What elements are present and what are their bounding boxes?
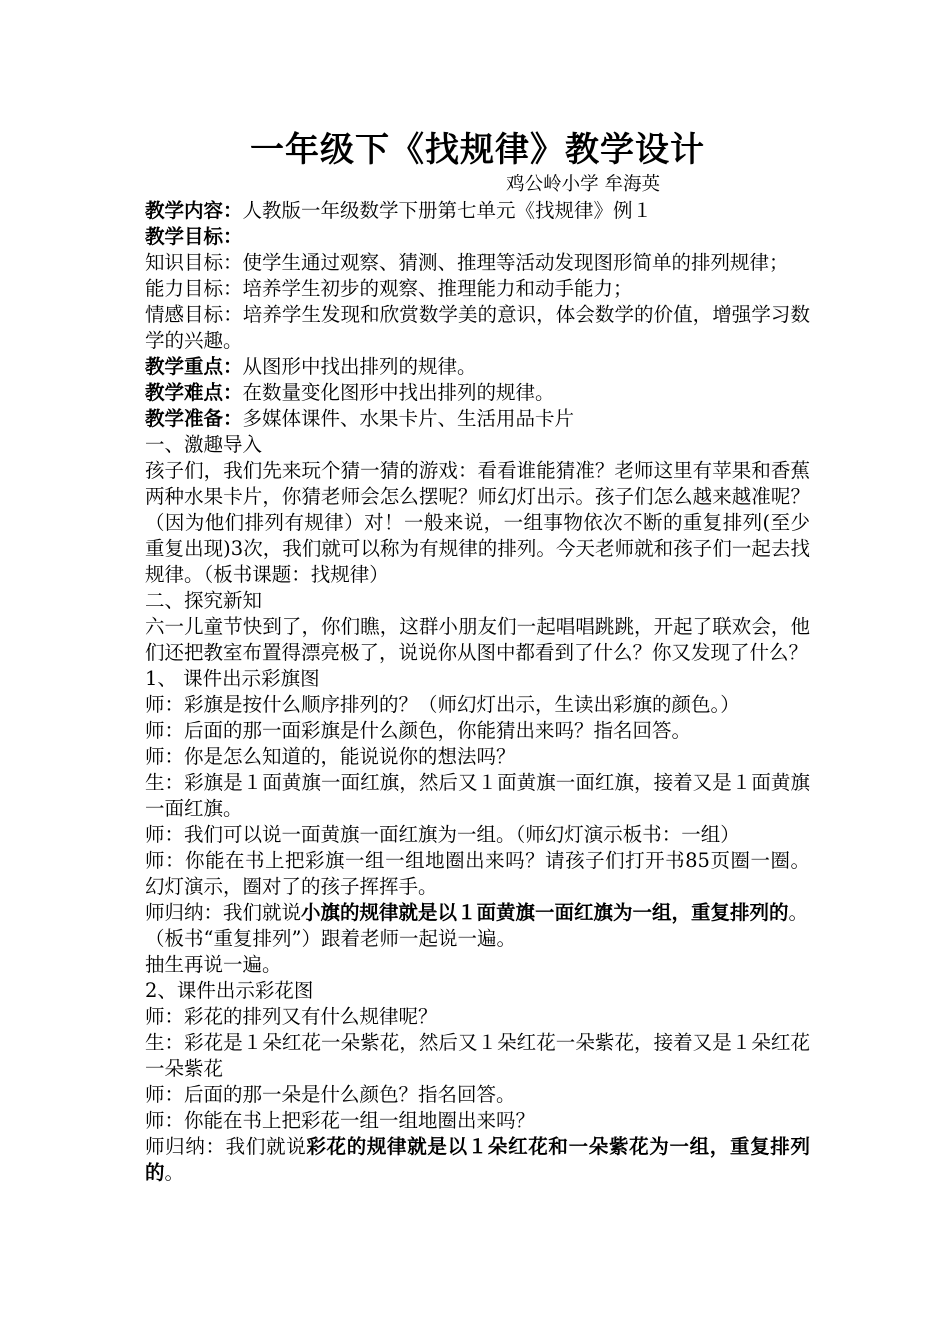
item2-summary-bold: 彩花的规律就是以１朵红花和一朵紫花为一组，重复排列的 bbox=[145, 1135, 810, 1184]
teaching-key-point bbox=[145, 354, 810, 380]
item2-line-2: 生：彩花是１朵红花一朵紫花，然后又１朵红花一朵紫花，接着又是１朵红花一朵紫花 bbox=[145, 1031, 810, 1080]
teaching-difficulty bbox=[145, 380, 810, 406]
section2-heading: 二、探究新知 bbox=[145, 589, 263, 612]
key-point-label: 教学重点： bbox=[145, 355, 243, 378]
item1-summary bbox=[145, 900, 810, 926]
item2-summary-prefix: 师归纳：我们就说 bbox=[145, 1135, 307, 1158]
item1-line-4: 生：彩旗是１面黄旗一面红旗，然后又１面黄旗一面红旗，接着又是１面黄旗一面红旗。 bbox=[145, 771, 810, 820]
item2-heading: 2、课件出示彩花图 bbox=[145, 979, 314, 1002]
teaching-preparation bbox=[145, 406, 810, 432]
goal-emotion: 情感目标：培养学生发现和欣赏数学美的意识，体会数学的价值，增强学习数学的兴趣。 bbox=[145, 303, 810, 352]
item2-summary bbox=[145, 1134, 810, 1186]
goal-ability: 能力目标：培养学生初步的观察、推理能力和动手能力； bbox=[145, 277, 633, 300]
preparation-label: 教学准备： bbox=[145, 407, 243, 430]
author-line: 鸡公岭小学 牟海英 bbox=[506, 174, 660, 195]
difficulty-label: 教学难点： bbox=[145, 381, 243, 404]
key-point-text: 从图形中找出排列的规律。 bbox=[242, 355, 477, 378]
item1-line-7: （板书“重复排列”）跟着老师一起说一遍。 bbox=[145, 927, 516, 950]
item1-line-6: 师：你能在书上把彩旗一组一组地圈出来吗？请孩子们打开书85页圈一圈。幻灯演示，圈对了的孩子挥挥手。 bbox=[145, 849, 810, 898]
section1-heading: 一、激趣导入 bbox=[145, 433, 263, 456]
item2-line-4: 师：你能在书上把彩花一组一组地圈出来吗？ bbox=[145, 1109, 536, 1132]
section2-paragraph: 六一儿童节快到了，你们瞧，这群小朋友们一起唱唱跳跳，开起了联欢会，他们还把教室布置得漂亮极了，说说你从图中都看到了什么？你又发现了什么？ bbox=[145, 615, 810, 664]
item1-line-2: 师：后面的那一面彩旗是什么颜色，你能猜出来吗？指名回答。 bbox=[145, 719, 692, 742]
difficulty-text: 在数量变化图形中找出排列的规律。 bbox=[242, 381, 555, 404]
teaching-content-text: 人教版一年级数学下册第七单元《找规律》例１ bbox=[242, 199, 653, 222]
item1-line-8: 抽生再说一遍。 bbox=[145, 953, 282, 976]
item2-line-1: 师：彩花的排列又有什么规律呢？ bbox=[145, 1005, 438, 1028]
item1-line-3: 师：你是怎么知道的，能说说你的想法吗？ bbox=[145, 745, 516, 768]
goal-knowledge: 知识目标：使学生通过观察、猜测、推理等活动发现图形简单的排列规律； bbox=[145, 251, 789, 274]
teaching-content bbox=[145, 198, 810, 224]
item2-line-3: 师：后面的那一朵是什么颜色？指名回答。 bbox=[145, 1083, 516, 1106]
document-page bbox=[145, 128, 810, 1186]
teaching-content-label: 教学内容： bbox=[145, 199, 243, 222]
preparation-text: 多媒体课件、水果卡片、生活用品卡片 bbox=[242, 407, 575, 430]
item2-summary-suffix: 。 bbox=[164, 1161, 185, 1184]
item1-summary-suffix: 。 bbox=[788, 901, 809, 924]
section1-paragraph: 孩子们，我们先来玩个猜一猜的游戏：看看谁能猜准？老师这里有苹果和香蕉两种水果卡片，你猜老师会怎么摆呢？师幻灯出示。孩子们怎么越来越准呢？（因为他们排列有规律）对！一般来说，一组事物依次不断的重复排列(至少重复出现)3次，我们就可以称为有规律的排列。今天老师就和孩子们一起去找规律。（板书课题：找规律） bbox=[145, 459, 810, 586]
item1-summary-bold: 小旗的规律就是以１面黄旗一面红旗为一组，重复排列的 bbox=[301, 901, 789, 924]
item1-summary-prefix: 师归纳：我们就说 bbox=[145, 901, 302, 924]
item1-line-1: 师：彩旗是按什么顺序排列的？（师幻灯出示，生读出彩旗的颜色。） bbox=[145, 693, 740, 716]
item1-line-5: 师：我们可以说一面黄旗一面红旗为一组。（师幻灯演示板书：一组） bbox=[145, 823, 740, 846]
item1-heading: 1、 课件出示彩旗图 bbox=[145, 667, 320, 690]
teaching-goals-label: 教学目标： bbox=[145, 225, 243, 248]
document-title: 一年级下《找规律》教学设计 bbox=[250, 130, 705, 170]
